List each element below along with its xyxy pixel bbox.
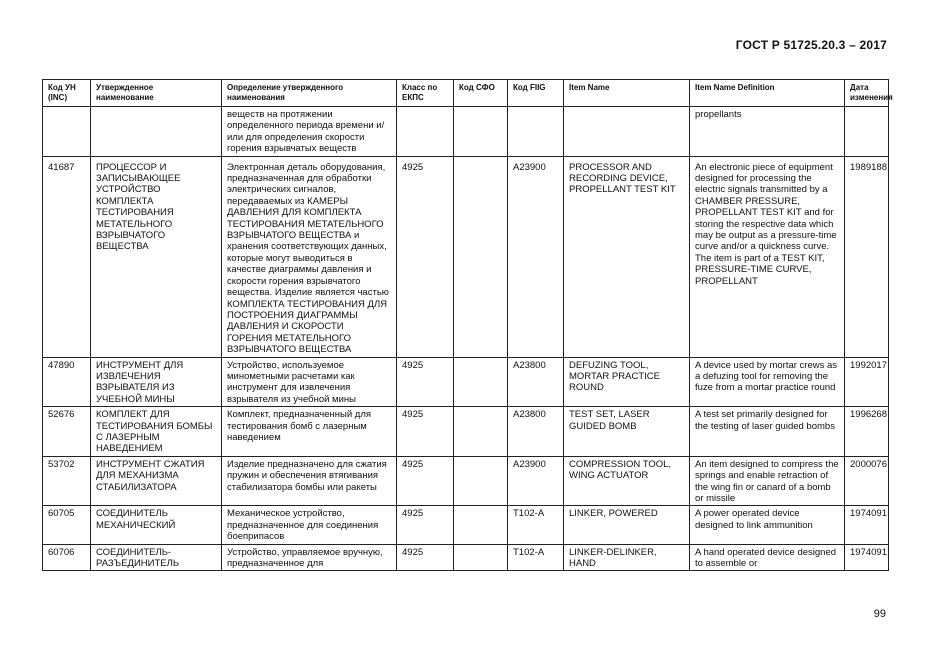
column-header-fiig: Код FIIG — [508, 80, 564, 107]
cell-definition-ru: Механическое устройство, предназначенное для соединения боеприпасов — [222, 506, 397, 544]
cell-date — [845, 107, 889, 157]
cell-definition-ru: Изделие предназначено для сжатия пружин и обеспечения втягивания стабилизатора бомбы или ракеты — [222, 456, 397, 506]
document-header: ГОСТ Р 51725.20.3 – 2017 — [735, 38, 887, 52]
cell-sfo — [454, 544, 508, 571]
cell-inc: 52676 — [43, 407, 91, 457]
column-header-item-name: Item Name — [564, 80, 690, 107]
header-row — [43, 80, 889, 107]
cell-item-name: PROCESSOR AND RECORDING DEVICE, PROPELLANT TEST KIT — [564, 156, 690, 357]
cell-definition-ru: Электронная деталь оборудования, предназначенная для обработки электрических сигналов, передаваемых из КАМЕРЫ ДАВЛЕНИЯ ДЛЯ КОМПЛЕКТА ТЕСТИРОВАНИЯ МЕТАТЕЛЬНОГО ВЗРЫВЧАТОГО ВЕЩЕСТВА и хранения соответствующих данных, которые могут выводиться в качестве диаграммы давления и скорости горения взрывчатого вещества. Изделие является частью КОМПЛЕКТА ТЕСТИРОВАНИЯ ДЛЯ ПОСТРОЕНИЯ ДИАГРАММЫ ДАВЛЕНИЯ И СКОРОСТИ ГОРЕНИЯ МЕТАТЕЛЬНОГО ВЗРЫВЧАТОГО ВЕЩЕСТВА — [222, 156, 397, 357]
cell-definition-ru: веществ на протяжении определенного периода времени и/или для определения скорости горения взрывчатых веществ — [222, 107, 397, 157]
cell-item-name: LINKER, POWERED — [564, 506, 690, 544]
cell-fiig — [508, 107, 564, 157]
column-header-name-ru: Утвержденное наименование — [91, 80, 222, 107]
table-row — [43, 357, 889, 407]
cell-fiig: A23900 — [508, 156, 564, 357]
cell-class: 4925 — [397, 357, 454, 407]
cell-class — [397, 107, 454, 157]
cell-item-definition: An item designed to compress the springs and enable retraction of the wing fin or canard of a bomb or missile — [690, 456, 845, 506]
cell-fiig: A23900 — [508, 456, 564, 506]
catalog-table — [42, 79, 893, 571]
cell-sfo — [454, 107, 508, 157]
cell-name-ru — [91, 107, 222, 157]
cell-definition-ru: Устройство, используемое минометными расчетами как инструмент для извлечения взрывателя из учебной мины — [222, 357, 397, 407]
page-number: 99 — [873, 608, 886, 620]
cell-sfo — [454, 506, 508, 544]
cell-sfo — [454, 456, 508, 506]
cell-sfo — [454, 156, 508, 357]
column-header-inc: Код УН (INC) — [43, 80, 91, 107]
cell-definition-ru: Устройство, управляемое вручную, предназначенное для — [222, 544, 397, 571]
cell-inc: 60706 — [43, 544, 91, 571]
cell-name-ru: ПРОЦЕССОР И ЗАПИСЫВАЮЩЕЕ УСТРОЙСТВО КОМПЛЕКТА ТЕСТИРОВАНИЯ МЕТАТЕЛЬНОГО ВЗРЫВЧАТОГО ВЕЩЕСТВА — [91, 156, 222, 357]
cell-inc: 41687 — [43, 156, 91, 357]
cell-item-definition: A hand operated device designed to assemble or — [690, 544, 845, 571]
cell-item-name: TEST SET, LASER GUIDED BOMB — [564, 407, 690, 457]
cell-fiig: A23800 — [508, 407, 564, 457]
cell-sfo — [454, 357, 508, 407]
cell-item-name: COMPRESSION TOOL, WING ACTUATOR — [564, 456, 690, 506]
cell-date: 1992017 — [845, 357, 889, 407]
cell-item-name: LINKER-DELINKER, HAND — [564, 544, 690, 571]
cell-class: 4925 — [397, 506, 454, 544]
table-row — [43, 407, 889, 457]
cell-date: 1989188 — [845, 156, 889, 357]
cell-fiig: T102-A — [508, 544, 564, 571]
column-header-item-definition: Item Name Definition — [690, 80, 845, 107]
cell-item-definition: propellants — [690, 107, 845, 157]
table-row — [43, 544, 889, 571]
cell-item-definition: An electronic piece of equipment designed for processing the electric signals transmitted by a CHAMBER PRESSURE, PROPELLANT TEST KIT and for storing the respective data which may be output as a pressure-time curve and/or a quickness curve. The item is part of a TEST KIT, PRESSURE-TIME CURVE, PROPELLANT — [690, 156, 845, 357]
cell-item-definition: A test set primarily designed for the testing of laser guided bombs — [690, 407, 845, 457]
cell-class: 4925 — [397, 544, 454, 571]
cell-fiig: T102-A — [508, 506, 564, 544]
cell-item-name: DEFUZING TOOL, MORTAR PRACTICE ROUND — [564, 357, 690, 407]
cell-fiig: A23800 — [508, 357, 564, 407]
cell-item-definition: A power operated device designed to link ammunition — [690, 506, 845, 544]
cell-inc: 53702 — [43, 456, 91, 506]
cell-inc: 47890 — [43, 357, 91, 407]
table-row — [43, 456, 889, 506]
cell-name-ru: ИНСТРУМЕНТ СЖАТИЯ ДЛЯ МЕХАНИЗМА СТАБИЛИЗАТОРА — [91, 456, 222, 506]
cell-name-ru: СОЕДИНИТЕЛЬ-РАЗЪЕДИНИТЕЛЬ — [91, 544, 222, 571]
cell-date: 1996268 — [845, 407, 889, 457]
table-row — [43, 107, 889, 157]
cell-date: 2000076 — [845, 456, 889, 506]
cell-item-name — [564, 107, 690, 157]
column-header-class: Класс по ЕКПС — [397, 80, 454, 107]
cell-class: 4925 — [397, 156, 454, 357]
column-header-sfo: Код СФО — [454, 80, 508, 107]
cell-sfo — [454, 407, 508, 457]
cell-class: 4925 — [397, 407, 454, 457]
column-header-date: Дата изменения — [845, 80, 889, 107]
column-header-definition-ru: Определение утвержденного наименования — [222, 80, 397, 107]
cell-name-ru: ИНСТРУМЕНТ ДЛЯ ИЗВЛЕЧЕНИЯ ВЗРЫВАТЕЛЯ ИЗ УЧЕБНОЙ МИНЫ — [91, 357, 222, 407]
cell-inc — [43, 107, 91, 157]
cell-class: 4925 — [397, 456, 454, 506]
table-row — [43, 506, 889, 544]
cell-name-ru: КОМПЛЕКТ ДЛЯ ТЕСТИРОВАНИЯ БОМБЫ С ЛАЗЕРНЫМ НАВЕДЕНИЕМ — [91, 407, 222, 457]
cell-name-ru: СОЕДИНИТЕЛЬ МЕХАНИЧЕСКИЙ — [91, 506, 222, 544]
cell-date: 1974091 — [845, 506, 889, 544]
cell-date: 1974091 — [845, 544, 889, 571]
cell-inc: 60705 — [43, 506, 91, 544]
table-row — [43, 156, 889, 357]
cell-item-definition: A device used by mortar crews as a defuzing tool for removing the fuze from a mortar practice round — [690, 357, 845, 407]
cell-definition-ru: Комплект, предназначенный для тестирования бомб с лазерным наведением — [222, 407, 397, 457]
